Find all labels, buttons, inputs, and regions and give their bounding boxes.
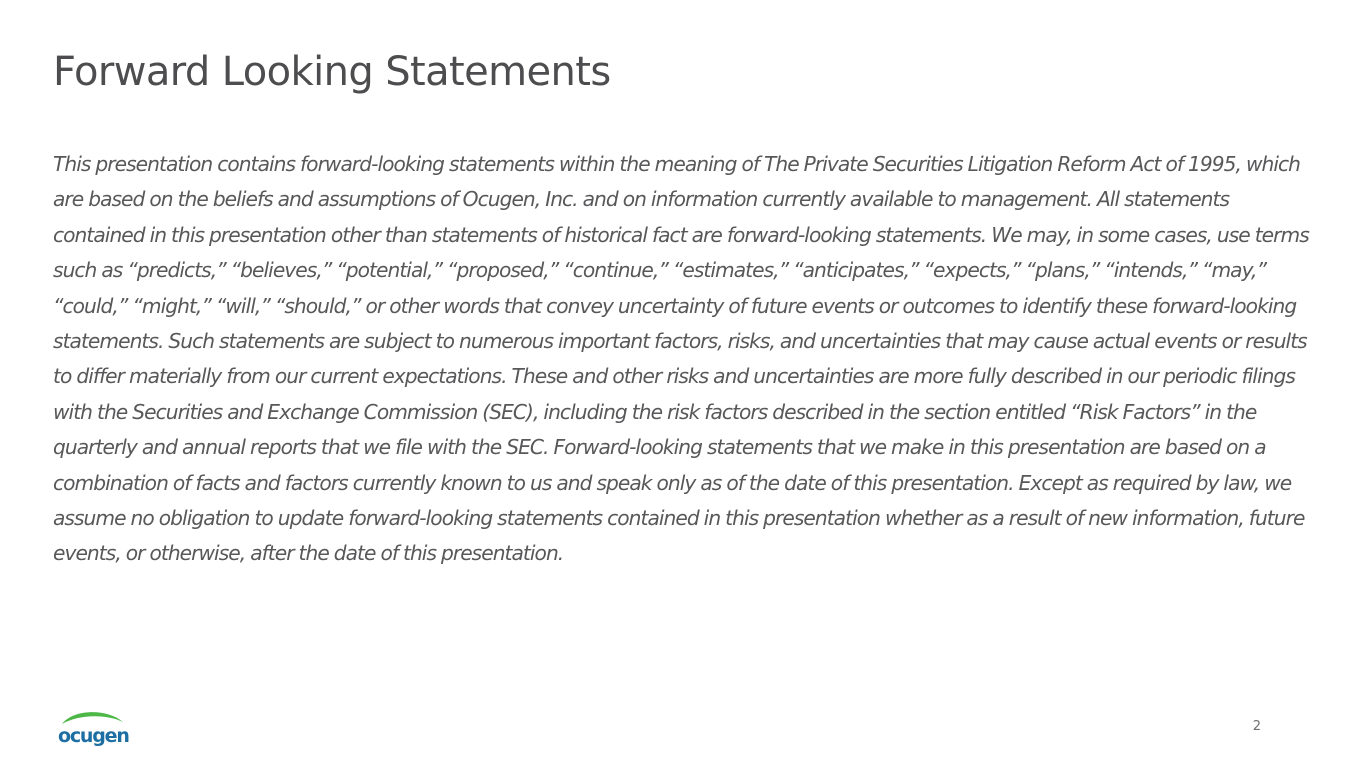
logo-arc-icon: [62, 712, 123, 724]
page-title: Forward Looking Statements: [53, 49, 611, 95]
logo-wordmark: ocugen: [58, 725, 129, 747]
disclaimer-text: This presentation contains forward-looking statements within the meaning of The Private Securities Litigation Reform Act of 1995, which are based on the beliefs and assumptions of Ocugen, Inc. and on information currently available to management. All statements contained in this presentation other than statements of historical fact are forward-looking statements. We may, in some cases, use terms such as “predicts,” “believes,” “potential,” “proposed,” “continue,” “estimates,” “anticipates,” “expects,” “plans,” “intends,” “may,” “could,” “might,” “will,” “should,” or other words that convey uncertainty of future events or outcomes to identify these forward-looking statements. Such statements are subject to numerous important factors, risks, and uncertainties that may cause actual events or results to differ materially from our current expectations. These and other risks and uncertainties are more fully described in our periodic filings with the Securities and Exchange Commission (SEC), including the risk factors described in the section entitled “Risk Factors” in the quarterly and annual reports that we file with the SEC. Forward-looking statements that we make in this presentation are based on a combination of facts and factors currently known to us and speak only as of the date of this presentation. Except as required by law, we assume no obligation to update forward-looking statements contained in this presentation whether as a result of new information, future events, or otherwise, after the date of this presentation.: [53, 152, 1309, 566]
page-number: 2: [1252, 719, 1261, 734]
ocugen-logo-icon: [57, 710, 129, 752]
